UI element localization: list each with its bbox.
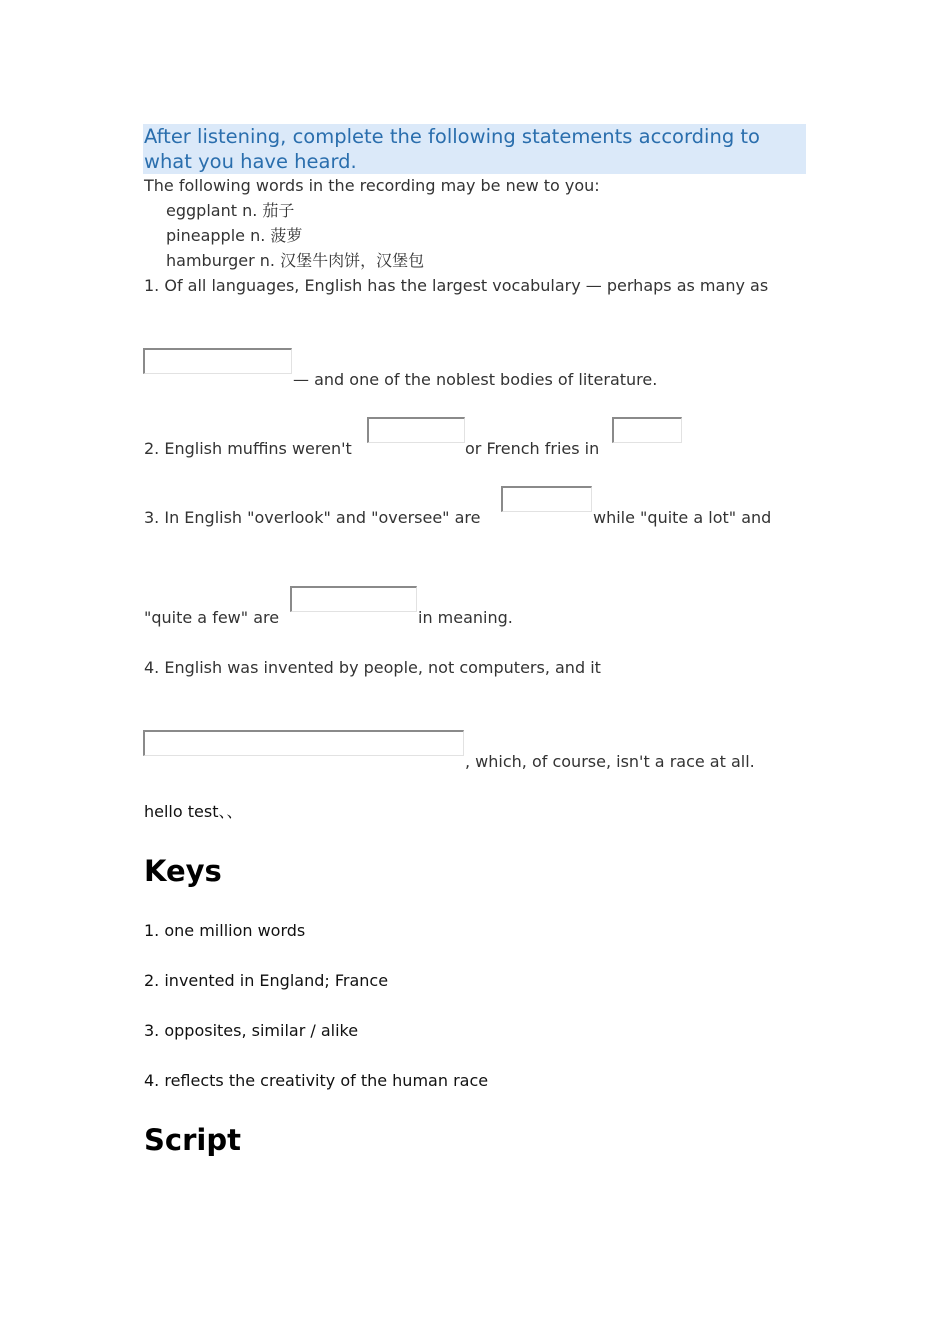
answer-4-input[interactable] (143, 730, 464, 756)
key-item-2: 2. invented in England; France (144, 971, 389, 990)
vocab-item-hamburger: hamburger n. 汉堡牛肉饼，汉堡包 (166, 251, 425, 270)
vocab-item-pineapple: pineapple n. 菠萝 (166, 226, 303, 245)
extra-text: hello test、、 (144, 802, 243, 821)
question-2-text-mid: or French fries in (465, 439, 600, 458)
key-item-4: 4. reflects the creativity of the human race (144, 1071, 489, 1090)
question-3-text-line2: "quite a few" are (144, 608, 280, 627)
answer-1-input[interactable] (143, 348, 292, 374)
question-1-text-end: — and one of the noblest bodies of literature. (293, 370, 658, 389)
script-heading: Script (144, 1123, 241, 1157)
question-4-text: 4. English was invented by people, not computers, and it (144, 658, 601, 677)
answer-2b-input[interactable] (612, 417, 682, 443)
vocab-intro: The following words in the recording may be new to you: (144, 176, 600, 195)
answer-3b-input[interactable] (290, 586, 417, 612)
question-3-text: 3. In English "overlook" and "oversee" are (144, 508, 481, 527)
vocab-item-eggplant: eggplant n. 茄子 (166, 201, 295, 220)
question-1-text: 1. Of all languages, English has the largest vocabulary — perhaps as many as (144, 276, 769, 295)
question-2-text: 2. English muffins weren't (144, 439, 352, 458)
answer-3a-input[interactable] (501, 486, 592, 512)
keys-heading: Keys (144, 854, 222, 888)
instruction-text: After listening, complete the following statements according to what you have heard. (144, 125, 760, 173)
answer-2a-input[interactable] (367, 417, 465, 443)
key-item-1: 1. one million words (144, 921, 306, 940)
question-4-text-end: , which, of course, isn't a race at all. (465, 752, 755, 771)
question-3-text-end: in meaning. (418, 608, 513, 627)
question-3-text-mid: while "quite a lot" and (593, 508, 772, 527)
key-item-3: 3. opposites, similar / alike (144, 1021, 359, 1040)
